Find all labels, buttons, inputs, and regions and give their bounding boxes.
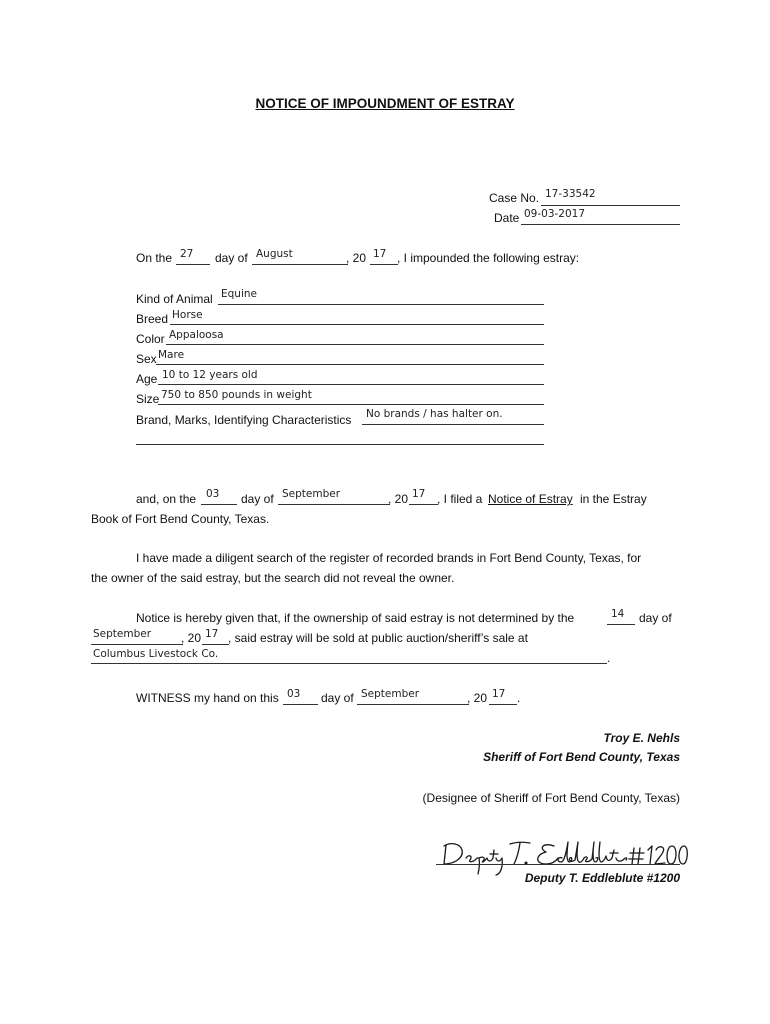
- filed-line-2: Book of Fort Bend County, Texas.: [91, 512, 270, 526]
- sex-label: Sex: [136, 352, 157, 366]
- notice-day-value[interactable]: 14: [611, 608, 625, 620]
- date-line: [521, 224, 680, 225]
- signer-name: Deputy T. Eddleblute #1200: [524, 871, 680, 885]
- filed-i-filed-a: , I filed a: [437, 492, 483, 506]
- breed-label: Breed: [136, 312, 169, 326]
- impound-year-value[interactable]: 17: [373, 248, 387, 260]
- witness-month-value[interactable]: September: [361, 688, 420, 700]
- witness-year-value[interactable]: 17: [492, 688, 506, 700]
- notice-year-value[interactable]: 17: [205, 628, 219, 640]
- sheriff-title: Sheriff of Fort Bend County, Texas: [483, 750, 680, 764]
- document-title: NOTICE OF IMPOUNDMENT OF ESTRAY: [255, 96, 515, 111]
- brand-value[interactable]: No brands / has halter on.: [366, 408, 503, 420]
- sex-value[interactable]: Mare: [158, 349, 185, 361]
- filed-month-line: [278, 504, 390, 505]
- impound-year-line: [370, 264, 398, 265]
- filed-month-value[interactable]: September: [282, 488, 341, 500]
- impound-tail: , I impounded the following estray:: [397, 251, 580, 265]
- witness-comma-20: , 20: [467, 691, 488, 705]
- notice-sold-text: , said estray will be sold at public auction/sheriff’s sale at: [228, 631, 528, 645]
- notice-of-estray-link[interactable]: Notice of Estray: [488, 492, 573, 506]
- witness-day-value[interactable]: 03: [287, 688, 301, 700]
- notice-place-value[interactable]: Columbus Livestock Co.: [93, 648, 219, 660]
- case-no-line: [541, 205, 680, 206]
- notice-year-line: [202, 644, 229, 645]
- breed-value[interactable]: Horse: [172, 309, 203, 321]
- filed-and-on-the: and, on the: [136, 492, 197, 506]
- sex-line: [156, 364, 544, 365]
- size-line: [158, 404, 544, 405]
- case-no-value[interactable]: 17-33542: [545, 188, 596, 200]
- notice-period: .: [607, 651, 611, 665]
- brand-line: [362, 424, 544, 425]
- sheriff-name: Troy E. Nehls: [603, 731, 680, 745]
- color-label: Color: [136, 332, 165, 346]
- notice-day-line: [607, 624, 635, 625]
- filed-comma-20: , 20: [388, 492, 409, 506]
- age-label: Age: [136, 372, 158, 386]
- witness-day-of: day of: [321, 691, 354, 705]
- notice-month-value[interactable]: September: [93, 628, 152, 640]
- impound-month-value[interactable]: August: [256, 248, 293, 260]
- search-line-2: the owner of the said estray, but the search did not reveal the owner.: [91, 571, 455, 585]
- kind-line: [218, 304, 544, 305]
- color-value[interactable]: Appaloosa: [169, 329, 224, 341]
- brand-label: Brand, Marks, Identifying Characteristics: [136, 413, 352, 427]
- kind-value[interactable]: Equine: [221, 288, 257, 300]
- color-line: [166, 344, 544, 345]
- signature-line: [436, 864, 680, 865]
- impound-month-line: [252, 264, 348, 265]
- notice-comma-20: , 20: [181, 631, 202, 645]
- filed-day-value[interactable]: 03: [206, 488, 220, 500]
- notice-day-of: day of: [639, 611, 672, 625]
- filed-year-line: [409, 504, 438, 505]
- kind-label: Kind of Animal: [136, 292, 213, 306]
- witness-year-line: [489, 704, 517, 705]
- filed-day-of: day of: [241, 492, 274, 506]
- filed-year-value[interactable]: 17: [412, 488, 426, 500]
- age-line: [158, 384, 544, 385]
- notice-line-1: Notice is hereby given that, if the ownership of said estray is not determined by the: [136, 611, 575, 625]
- filed-in-the-estray: in the Estray: [580, 492, 647, 506]
- witness-text: WITNESS my hand on this: [136, 691, 279, 705]
- brand-line-2: [136, 444, 544, 445]
- filed-day-line: [201, 504, 237, 505]
- impound-day-line: [176, 264, 210, 265]
- age-value[interactable]: 10 to 12 years old: [162, 369, 258, 381]
- case-no-label: Case No.: [489, 191, 540, 205]
- notice-month-line: [91, 644, 183, 645]
- date-value[interactable]: 09-03-2017: [524, 208, 586, 220]
- breed-line: [170, 324, 544, 325]
- notice-place-line: [91, 663, 607, 664]
- size-label: Size: [136, 392, 160, 406]
- witness-day-line: [283, 704, 318, 705]
- impound-on-the: On the: [136, 251, 173, 265]
- impound-comma-20: , 20: [346, 251, 367, 265]
- impound-day-value[interactable]: 27: [180, 248, 194, 260]
- search-line-1: I have made a diligent search of the register of recorded brands in Fort Bend County, Texas, for: [136, 551, 642, 565]
- size-value[interactable]: 750 to 850 pounds in weight: [161, 389, 312, 401]
- witness-month-line: [357, 704, 469, 705]
- designee-note: (Designee of Sheriff of Fort Bend County, Texas): [422, 791, 680, 805]
- date-label: Date: [494, 211, 520, 225]
- impound-day-of: day of: [215, 251, 248, 265]
- witness-period: .: [517, 691, 521, 705]
